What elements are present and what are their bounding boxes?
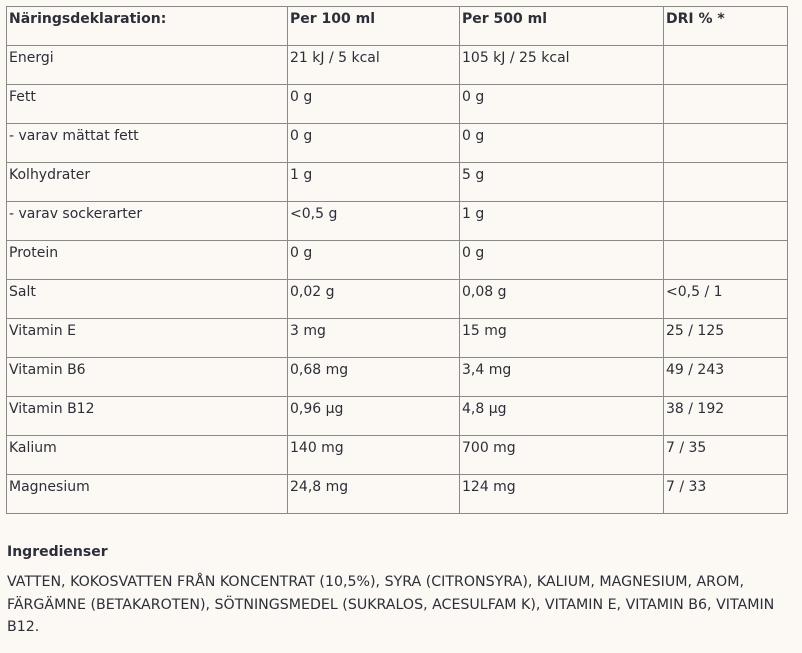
nutrition-table xyxy=(6,6,788,514)
table-row xyxy=(7,475,788,514)
cell-per-100ml: 21 kJ / 5 kcal xyxy=(288,46,460,85)
cell-per-100ml: 0,68 mg xyxy=(288,358,460,397)
cell-dri xyxy=(664,85,788,124)
cell-per-500ml: 105 kJ / 25 kcal xyxy=(460,46,664,85)
cell-nutrient: - varav mättat fett xyxy=(7,124,288,163)
cell-nutrient: Kalium xyxy=(7,436,288,475)
cell-nutrient: Fett xyxy=(7,85,288,124)
cell-nutrient: Magnesium xyxy=(7,475,288,514)
cell-per-500ml: 5 g xyxy=(460,163,664,202)
nutrition-table-header xyxy=(7,7,788,46)
cell-per-500ml: 3,4 mg xyxy=(460,358,664,397)
ingredients-heading: Ingredienser xyxy=(7,544,108,560)
cell-per-500ml: 4,8 µg xyxy=(460,397,664,436)
cell-per-100ml: <0,5 g xyxy=(288,202,460,241)
cell-nutrient: Vitamin B6 xyxy=(7,358,288,397)
cell-dri: <0,5 / 1 xyxy=(664,280,788,319)
ingredients-text: VATTEN, KOKOSVATTEN FRÅN KONCENTRAT (10,5%), SYRA (CITRONSYRA), KALIUM, MAGNESIUM, AROM, FÄRGÄMNE (BETAKAROTEN), SÖTNINGSMEDEL (SUKRALOS, ACESULFAM K), VITAMIN E, VITAMIN B6, VITAMIN B12. xyxy=(7,574,775,635)
table-row xyxy=(7,280,788,319)
table-row xyxy=(7,397,788,436)
header-nutrient: Näringsdeklaration: xyxy=(7,7,288,46)
cell-per-100ml: 3 mg xyxy=(288,319,460,358)
header-row xyxy=(7,7,788,46)
table-row xyxy=(7,46,788,85)
table-row xyxy=(7,241,788,280)
cell-per-500ml: 0 g xyxy=(460,85,664,124)
cell-per-500ml: 1 g xyxy=(460,202,664,241)
table-row xyxy=(7,85,788,124)
cell-per-500ml: 15 mg xyxy=(460,319,664,358)
cell-dri: 38 / 192 xyxy=(664,397,788,436)
cell-per-100ml: 0 g xyxy=(288,85,460,124)
cell-dri xyxy=(664,241,788,280)
cell-per-100ml: 0 g xyxy=(288,124,460,163)
cell-per-100ml: 0 g xyxy=(288,241,460,280)
cell-dri xyxy=(664,46,788,85)
header-per-100ml: Per 100 ml xyxy=(288,7,460,46)
cell-per-100ml: 140 mg xyxy=(288,436,460,475)
table-row xyxy=(7,163,788,202)
cell-dri: 7 / 35 xyxy=(664,436,788,475)
cell-per-100ml: 0,96 µg xyxy=(288,397,460,436)
cell-dri xyxy=(664,163,788,202)
table-row xyxy=(7,124,788,163)
cell-per-100ml: 0,02 g xyxy=(288,280,460,319)
cell-per-500ml: 124 mg xyxy=(460,475,664,514)
cell-nutrient: Kolhydrater xyxy=(7,163,288,202)
cell-per-500ml: 0,08 g xyxy=(460,280,664,319)
cell-dri: 49 / 243 xyxy=(664,358,788,397)
cell-nutrient: Protein xyxy=(7,241,288,280)
cell-nutrient: Vitamin E xyxy=(7,319,288,358)
cell-dri: 7 / 33 xyxy=(664,475,788,514)
cell-per-500ml: 0 g xyxy=(460,124,664,163)
table-row xyxy=(7,202,788,241)
table-row xyxy=(7,358,788,397)
cell-per-100ml: 24,8 mg xyxy=(288,475,460,514)
cell-dri xyxy=(664,202,788,241)
cell-per-100ml: 1 g xyxy=(288,163,460,202)
cell-nutrient: Vitamin B12 xyxy=(7,397,288,436)
table-row xyxy=(7,319,788,358)
table-row xyxy=(7,436,788,475)
header-dri: DRI % * xyxy=(664,7,788,46)
cell-per-500ml: 0 g xyxy=(460,241,664,280)
nutrition-table-body xyxy=(7,46,788,514)
cell-dri xyxy=(664,124,788,163)
cell-nutrient: Energi xyxy=(7,46,288,85)
cell-nutrient: Salt xyxy=(7,280,288,319)
header-per-500ml: Per 500 ml xyxy=(460,7,664,46)
cell-per-500ml: 700 mg xyxy=(460,436,664,475)
cell-nutrient: - varav sockerarter xyxy=(7,202,288,241)
cell-dri: 25 / 125 xyxy=(664,319,788,358)
